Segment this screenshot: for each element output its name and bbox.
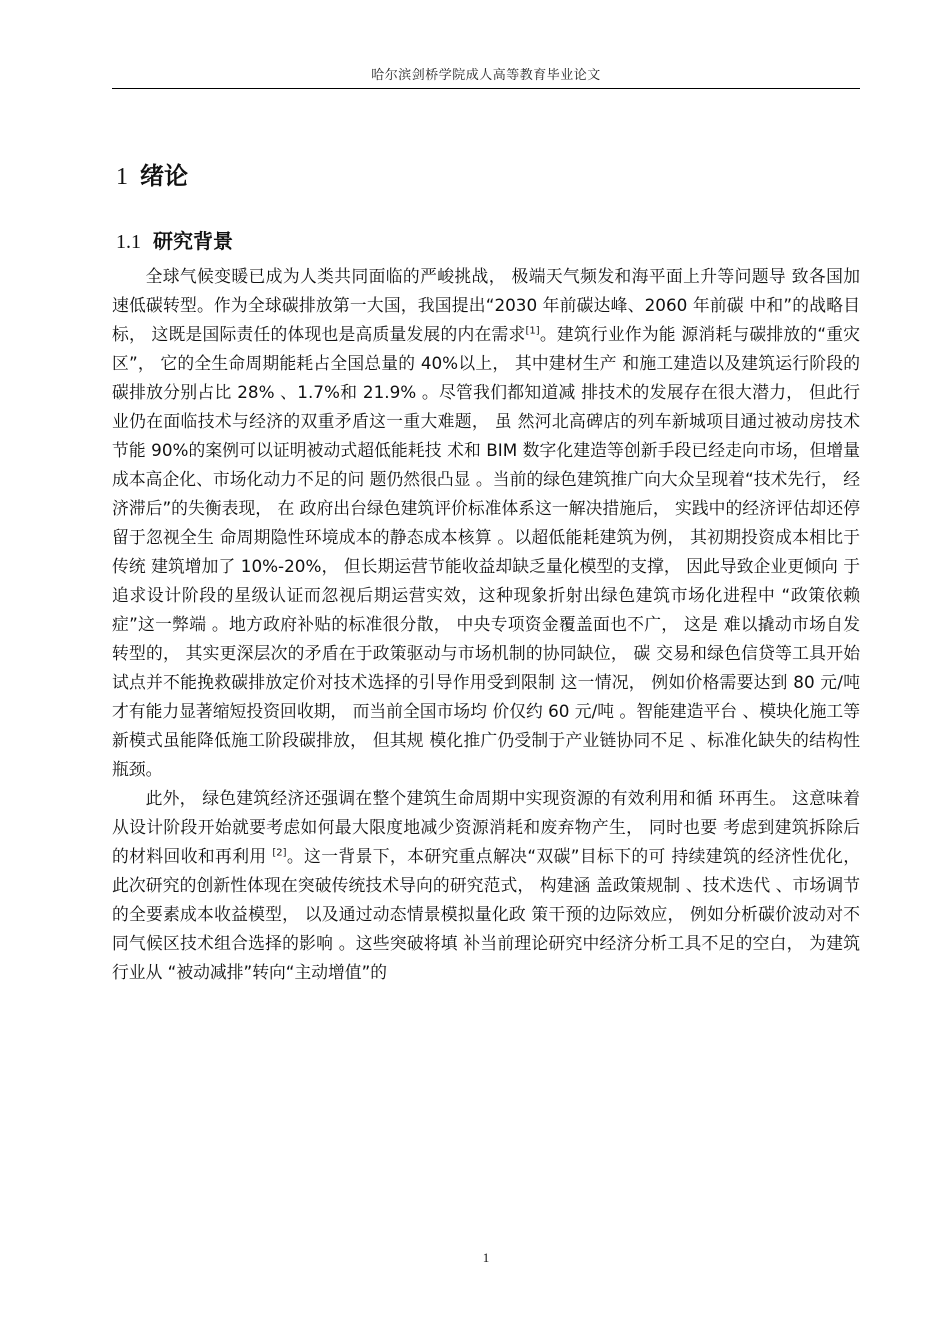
section-number: 1.1 [116, 231, 141, 253]
paragraph-text: 全球气候变暖已成为人类共同面临的严峻挑战， 极端天气频发和海平面上升等问题导 致各国加速低碳转型。作为全球碳排放第一大国，我国提出“2030 年前碳达峰、2060 年前碳 中和”的战略目标， 这既是国际责任的体现也是高质量发展的内在需求 [112, 266, 860, 344]
page-number: 1 [482, 1250, 490, 1265]
chapter-heading [116, 156, 188, 197]
paragraph-text: 此外， 绿色建筑经济还强调在整个建筑生命周期中实现资源的有效利用和循 环再生。 这意味着从设计阶段开始就要考虑如何最大限度地减少资源消耗和废弃物产生， 同时也要 考虑到建筑拆除后的材料回收和再利用 [112, 788, 860, 866]
paragraph [112, 784, 860, 987]
paragraph-text: 。这一背景下，本研究重点解决“双碳”目标下的可 持续建筑的经济性优化， 此次研究的创新性体现在突破传统技术导向的研究范式， 构建涵 盖政策规制 、技术迭代 、市场调节的全要素成本收益模型， 以及通过动态情景模拟量化政 策干预的边际效应， 例如分析碳价波动对不同气候区技术组合选择的影响 。这些突破将填 补当前理论研究中经济分析工具不足的空白， 为建筑行业从 “被动减排”转向“主动增值”的 [112, 846, 860, 982]
chapter-title: 绪论 [140, 162, 188, 190]
running-header: 哈尔滨剑桥学院成人高等教育毕业论文 [371, 68, 601, 83]
body-text [112, 262, 860, 987]
chapter-number: 1 [116, 164, 128, 190]
citation: [2] [272, 847, 287, 859]
citation: [1] [525, 325, 540, 337]
paragraph [112, 262, 860, 784]
paragraph-text: 。建筑行业作为能 源消耗与碳排放的“重灾区”， 它的全生命周期能耗占全国总量的 40%以上， 其中建材生产 和施工建造以及建筑运行阶段的碳排放分别占比 28% 、1.7%和 21.9% 。尽管我们都知道减 排技术的发展存在很大潜力， 但此行业仍在面临技术与经济的双重矛盾这一重大难题， 虽 然河北高碑店的列车新城项目通过被动房技术节能 90%的案例可以证明被动式超低能耗技 术和 BIM 数字化建造等创新手段已经走向市场，但增量成本高企化、市场化动力不足的问 题仍然很凸显 。当前的绿色建筑推广向大众呈现着“技术先行， 经济滞后”的失衡表现， 在 政府出台绿色建筑评价标准体系这一解决措施后， 实践中的经济评估却还停留于忽视全生 命周期隐性环境成本的静态成本核算 。以超低能耗建筑为例， 其初期投资成本相比于传统 建筑增加了 10%-20%， 但长期运营节能收益却缺乏量化模型的支撑， 因此导致企业更倾向 于追求设计阶段的星级认证而忽视后期运营实效，这种现象折射出绿色建筑市场化进程中 “政策依赖症”这一弊端 。地方政府补贴的标准很分散， 中央专项资金覆盖面也不广， 这是 难以撬动市场自发转型的， 其实更深层次的矛盾在于政策驱动与市场机制的协同缺位， 碳 交易和绿色信贷等工具开始试点并不能挽救碳排放定价对技术选择的引导作用受到限制 这一情况， 例如价格需要达到 80 元/吨才有能力显著缩短投资回收期， 而当前全国市场均 价仅约 60 元/吨 。智能建造平台 、模块化施工等新模式虽能降低施工阶段碳排放， 但其规 模化推广仍受制于产业链协同不足 、标准化缺失的结构性瓶颈。 [112, 324, 861, 779]
header-rule [112, 88, 860, 89]
section-heading [116, 224, 233, 259]
section-title: 研究背景 [153, 229, 233, 253]
